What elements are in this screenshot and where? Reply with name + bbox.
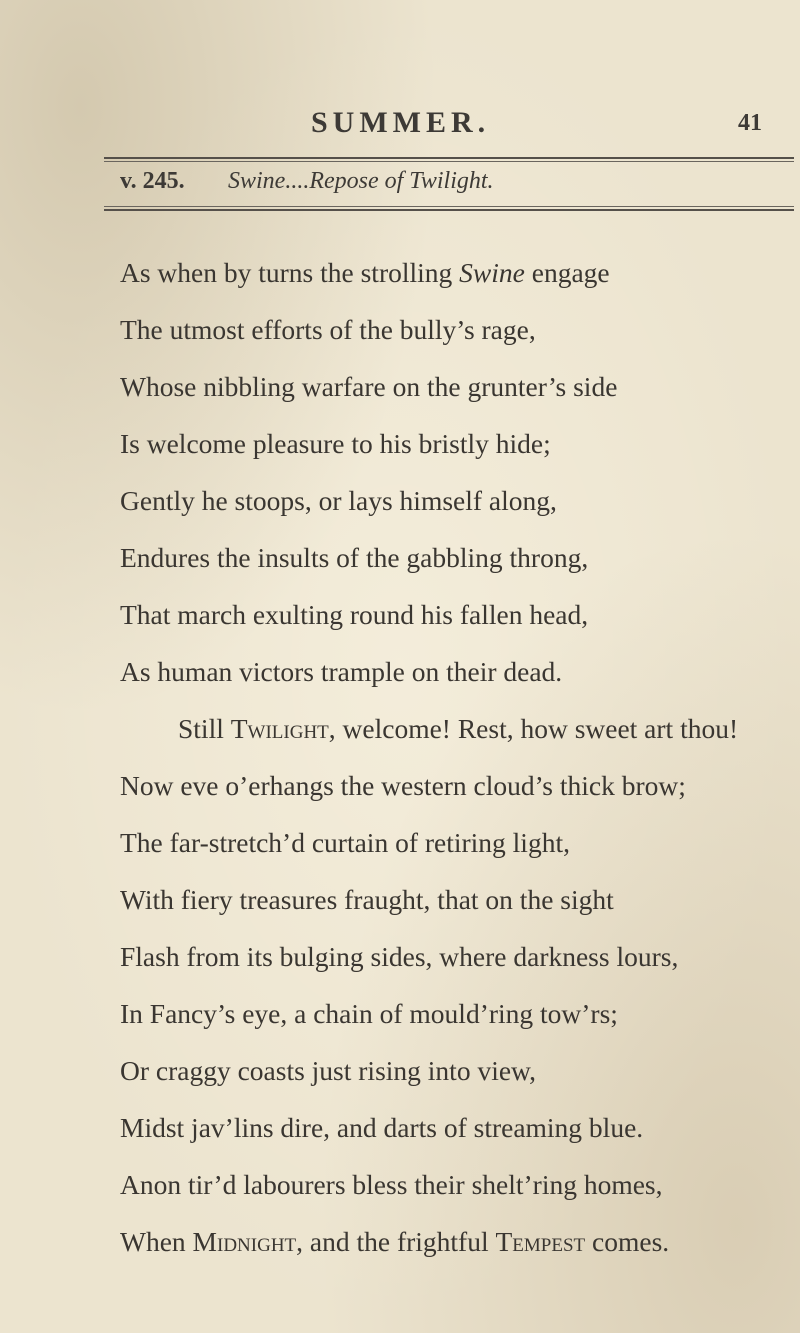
verse-line-8: As human victors trample on their dead.: [120, 656, 563, 687]
verse-line-1-end: engage: [524, 257, 610, 288]
verse-line-18-end: comes.: [585, 1226, 670, 1257]
verse-line-2: The utmost efforts of the bully’s rage,: [120, 314, 536, 345]
verse-line-7: That march exulting round his fallen head,: [120, 599, 589, 630]
verse-line-18-text: When: [120, 1226, 193, 1257]
verse-line-12: With fiery treasures fraught, that on the sight: [120, 884, 614, 915]
verse-line-1: [120, 256, 610, 290]
verse-line-13: Flash from its bulging sides, where darkness lours,: [120, 941, 679, 972]
verse-line-1-italic: Swine: [459, 257, 525, 288]
verse-reference: v. 245.: [120, 168, 185, 194]
verse-line-9-smallcaps: Twilight: [230, 713, 329, 744]
verse-line-18: [120, 1225, 669, 1259]
verse-line-9-end: , welcome! Rest, how sweet art thou!: [328, 713, 739, 744]
verse-line-18-middle: , and the frightful: [296, 1226, 496, 1257]
verse-line-18-smallcaps-1: Midnight: [192, 1226, 297, 1257]
verse-line-6: Endures the insults of the gabbling throng,: [120, 542, 589, 573]
note-text: Swine....Repose of Twilight.: [228, 168, 494, 194]
verse-line-3: Whose nibbling warfare on the grunter’s side: [120, 371, 618, 402]
verse-line-17: Anon tir’d labourers bless their shelt’ring homes,: [120, 1169, 663, 1200]
page-number: 41: [738, 110, 762, 136]
verse-line-14: In Fancy’s eye, a chain of mould’ring tow’rs;: [120, 998, 618, 1029]
verse-line-9-text: Still: [178, 713, 231, 744]
verse-line-4: Is welcome pleasure to his bristly hide;: [120, 428, 551, 459]
verse-line-16: Midst jav’lins dire, and darts of streaming blue.: [120, 1112, 644, 1143]
verse-line-1-text: As when by turns the strolling: [120, 257, 460, 288]
verse-line-10: Now eve o’erhangs the western cloud’s thick brow;: [120, 770, 686, 801]
verse-line-15: Or craggy coasts just rising into view,: [120, 1055, 536, 1086]
verse-line-9: [178, 712, 738, 746]
running-title: SUMMER.: [311, 106, 491, 139]
verse-line-5: Gently he stoops, or lays himself along,: [120, 485, 557, 516]
verse-line-11: The far-stretch’d curtain of retiring light,: [120, 827, 570, 858]
verse-line-18-smallcaps-2: Tempest: [495, 1226, 586, 1257]
